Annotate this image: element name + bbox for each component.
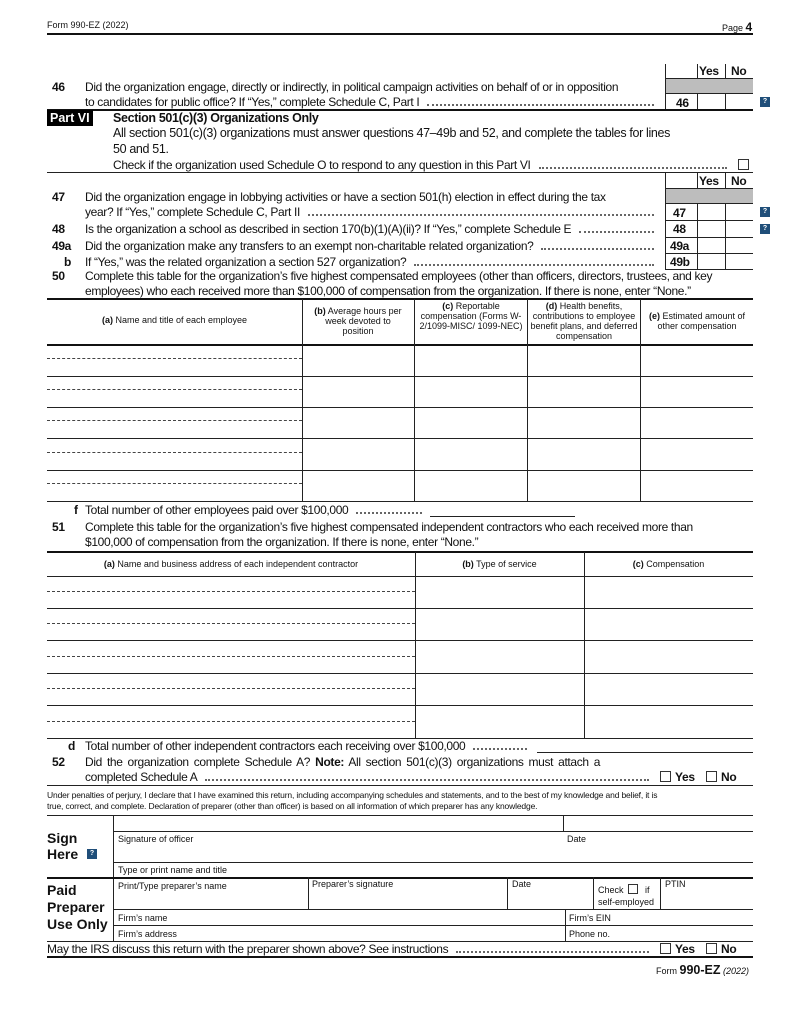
column-label: Name and business address of each independent contractor	[114, 559, 359, 569]
column-header	[528, 301, 640, 341]
self-employed-label: self-employed	[598, 897, 655, 907]
contractor-name-line[interactable]	[47, 721, 415, 722]
if-label: if	[645, 885, 650, 895]
divider	[660, 877, 661, 909]
discuss-yes-checkbox[interactable]	[660, 943, 671, 954]
line-number: b	[64, 255, 71, 269]
column-label: Type of service	[473, 559, 537, 569]
line-text-part: Did the organization make any transfers to an exempt non-charitable related organization?	[85, 239, 534, 253]
column-letter: (c)	[632, 559, 644, 569]
page-label	[722, 20, 752, 34]
table-row[interactable]	[47, 470, 753, 471]
line-text: Complete this table for the organization’s five highest compensated independent contractors who each received more than	[85, 520, 693, 534]
table-row[interactable]	[47, 501, 753, 502]
column-letter: (a)	[103, 559, 115, 569]
schedule-o-checkbox[interactable]	[738, 159, 749, 170]
divider	[47, 815, 753, 816]
line-text-part: to candidates for public office? If “Yes,” complete Schedule C, Part I	[85, 95, 420, 109]
preparer-title: Paid	[47, 882, 77, 898]
firm-address-label: Firm’s address	[118, 929, 177, 939]
employee-name-line[interactable]	[47, 389, 302, 390]
no-header: No	[731, 174, 747, 188]
table-row[interactable]	[47, 640, 753, 641]
divider	[47, 877, 753, 879]
employee-name-line[interactable]	[47, 358, 302, 359]
dot-leader	[308, 214, 654, 216]
line-number: 47	[52, 190, 65, 204]
divider	[507, 877, 508, 909]
schedule-o-text	[113, 158, 733, 172]
employee-name-line[interactable]	[47, 483, 302, 484]
line-text-part: Total number of other employees paid over $100,000	[85, 503, 349, 517]
contractor-name-line[interactable]	[47, 591, 415, 592]
page-word: Page	[722, 23, 744, 33]
line-text: Complete this table for the organization’s five highest compensated employees (other than officers, directors, trustees, and key	[85, 269, 713, 283]
help-icon[interactable]: ?	[87, 849, 97, 859]
sign-title: Here	[47, 846, 79, 862]
dot-leader	[579, 231, 654, 233]
divider	[584, 552, 585, 738]
dot-leader	[356, 512, 422, 514]
signature-label: Signature of officer	[118, 834, 194, 844]
column-label: Estimated amount of other compensation	[657, 311, 746, 331]
signature-field[interactable]	[113, 831, 753, 832]
divider	[665, 237, 753, 238]
divider	[47, 172, 753, 173]
line-text	[85, 739, 533, 753]
line-text: $100,000 of compensation from the organization. If there is none, enter “None.”	[85, 535, 479, 549]
dot-leader	[539, 167, 727, 169]
box-number: 48	[673, 222, 686, 236]
line-text	[85, 239, 660, 253]
page-number: 4	[745, 20, 753, 34]
column-label: Health benefits, contributions to employee benefit plans, and deferred compensation	[530, 301, 638, 341]
part-instructions: All section 501(c)(3) organizations must answer questions 47–49b and 52, and complete the tables for lines	[113, 126, 670, 140]
box-number: 49b	[670, 255, 690, 269]
phone-label: Phone no.	[569, 929, 611, 939]
form-word: Form	[656, 966, 677, 976]
part-badge: Part VI	[47, 110, 93, 126]
line-text-part: If “Yes,” was the related organization a section 527 organization?	[85, 255, 407, 269]
column-letter: (b)	[314, 306, 326, 316]
divider	[47, 33, 753, 35]
divider	[113, 925, 753, 926]
line-text: Did the organization engage, directly or indirectly, in political campaign activities on behalf of or in opposition	[85, 80, 619, 94]
discuss-text	[47, 942, 655, 956]
divider	[47, 956, 753, 958]
discuss-no-checkbox[interactable]	[706, 943, 717, 954]
line-number: 49a	[52, 239, 71, 253]
line-text-part: Is the organization a school as described in section 170(b)(1)(A)(ii)? If “Yes,” complete Schedule E	[85, 222, 572, 236]
table-row[interactable]	[47, 438, 753, 439]
preparer-title: Preparer	[47, 899, 105, 915]
name-title-label: Type or print name and title	[118, 865, 228, 875]
employee-name-line[interactable]	[47, 452, 302, 453]
line-number: d	[68, 739, 75, 753]
no-label: No	[721, 770, 737, 784]
form-year: (2022)	[723, 966, 750, 976]
divider	[302, 299, 303, 501]
divider	[47, 344, 753, 346]
shaded-cell	[666, 189, 753, 203]
yes-header: Yes	[699, 64, 719, 78]
box-number: 49a	[670, 239, 689, 253]
line-text: employees) who each received more than $100,000 of compensation from the organization. If there is none, enter “None.”	[85, 284, 691, 298]
line-number: 51	[52, 520, 65, 534]
preparer-signature-label: Preparer’s signature	[312, 879, 394, 889]
other-contractors-field[interactable]	[537, 752, 753, 753]
dot-leader	[456, 951, 649, 953]
line-number: 50	[52, 269, 65, 283]
column-header	[47, 315, 302, 325]
table-row[interactable]	[47, 608, 753, 609]
firm-ein-label: Firm’s EIN	[569, 913, 611, 923]
dot-leader	[414, 264, 654, 266]
divider	[665, 93, 753, 94]
form-number: 990-EZ	[679, 963, 721, 977]
self-employed-checkbox[interactable]	[628, 884, 638, 894]
date-label: Date	[567, 834, 587, 844]
contractor-name-line[interactable]	[47, 688, 415, 689]
column-label: Name and title of each employee	[112, 315, 248, 325]
yes-header: Yes	[699, 174, 719, 188]
line-text-part: All section 501(c)(3) organizations must attach a	[348, 755, 601, 769]
dot-leader	[473, 748, 527, 750]
help-icon[interactable]: ?	[760, 224, 770, 234]
line-text	[85, 95, 660, 109]
yes-label: Yes	[675, 942, 695, 956]
name-title-field[interactable]	[113, 862, 753, 863]
box-number: 46	[676, 96, 689, 110]
check-label: Check	[598, 885, 624, 895]
column-label: Reportable compensation (Forms W-2/1099-MISC/ 1099-NEC)	[419, 301, 523, 331]
other-employees-field[interactable]	[430, 516, 575, 517]
line-text	[85, 770, 655, 784]
divider	[640, 299, 641, 501]
divider	[47, 551, 753, 553]
table-row[interactable]	[47, 407, 753, 408]
divider	[665, 253, 753, 254]
divider	[415, 552, 416, 738]
preparer-name-label: Print/Type preparer’s name	[118, 881, 227, 891]
line-text-part: Total number of other independent contractors each receiving over $100,000	[85, 739, 466, 753]
footer-form-label	[656, 963, 749, 977]
divider	[593, 877, 594, 909]
employee-name-line[interactable]	[47, 420, 302, 421]
table-row[interactable]	[47, 376, 753, 377]
line-text-part: year? If “Yes,” complete Schedule C, Part II	[85, 205, 300, 219]
ptin-label: PTIN	[665, 879, 686, 889]
no-label: No	[721, 942, 737, 956]
schedule-a-yes-checkbox[interactable]	[660, 771, 671, 782]
schedule-o-label: Check if the organization used Schedule O to respond to any question in this Part VI	[113, 158, 531, 172]
divider	[47, 298, 753, 300]
divider	[47, 576, 753, 577]
divider	[665, 203, 753, 204]
line-text	[85, 205, 660, 219]
line-number: 48	[52, 222, 65, 236]
column-header	[416, 301, 526, 331]
no-header: No	[731, 64, 747, 78]
help-icon[interactable]: ?	[760, 97, 770, 107]
line-text	[85, 222, 660, 236]
table-row[interactable]	[47, 705, 753, 706]
line-text-part: Did the organization complete Schedule A?	[85, 755, 311, 769]
dot-leader	[541, 248, 654, 250]
part-title: Section 501(c)(3) Organizations Only	[113, 111, 319, 125]
column-label: Average hours per week devoted to position	[325, 306, 402, 336]
divider	[665, 220, 753, 221]
schedule-a-no-checkbox[interactable]	[706, 771, 717, 782]
note-label: Note:	[315, 755, 345, 769]
contractor-name-line[interactable]	[47, 656, 415, 657]
column-header	[310, 306, 406, 336]
divider	[308, 877, 309, 909]
column-header	[584, 559, 753, 569]
column-letter: (d)	[545, 301, 558, 311]
shaded-cell	[666, 79, 753, 93]
box-number: 47	[673, 206, 686, 220]
column-header	[415, 559, 584, 569]
form-label: Form 990-EZ (2022)	[47, 20, 129, 30]
part-instructions: 50 and 51.	[113, 142, 169, 156]
line-number: f	[74, 503, 78, 517]
divider	[47, 785, 753, 786]
column-letter: (e)	[648, 311, 660, 321]
yes-label: Yes	[675, 770, 695, 784]
line-number: 46	[52, 80, 65, 94]
line-text-part: completed Schedule A	[85, 770, 198, 784]
help-icon[interactable]: ?	[760, 207, 770, 217]
line-text: Did the organization engage in lobbying activities or have a section 501(h) election in effect during the tax	[85, 190, 606, 204]
preparer-title: Use Only	[47, 916, 108, 932]
sign-title: Sign	[47, 830, 78, 846]
preparer-date-label: Date	[512, 879, 532, 889]
table-row[interactable]	[47, 738, 753, 739]
column-letter: (c)	[442, 301, 454, 311]
divider	[563, 815, 564, 831]
perjury-statement: true, correct, and complete. Declaration of preparer (other than officer) is based on all information of which preparer has any knowledge.	[47, 801, 538, 811]
column-header	[47, 559, 415, 569]
firm-name-label: Firm’s name	[118, 913, 168, 923]
dot-leader	[205, 779, 649, 781]
column-letter: (b)	[462, 559, 474, 569]
column-label: Compensation	[643, 559, 705, 569]
discuss-label: May the IRS discuss this return with the preparer shown above? See instructions	[47, 942, 449, 956]
table-row[interactable]	[47, 673, 753, 674]
line-number: 52	[52, 755, 65, 769]
line-text	[85, 755, 600, 769]
column-letter: (a)	[101, 315, 113, 325]
line-text	[85, 503, 428, 517]
line-text	[85, 255, 660, 269]
divider	[414, 299, 415, 501]
column-header	[642, 311, 752, 331]
divider	[113, 909, 753, 910]
perjury-statement: Under penalties of perjury, I declare that I have examined this return, including accompanying schedules and statements, and to the best of my knowledge and belief, it is	[47, 790, 658, 800]
contractor-name-line[interactable]	[47, 623, 415, 624]
dot-leader	[427, 104, 654, 106]
